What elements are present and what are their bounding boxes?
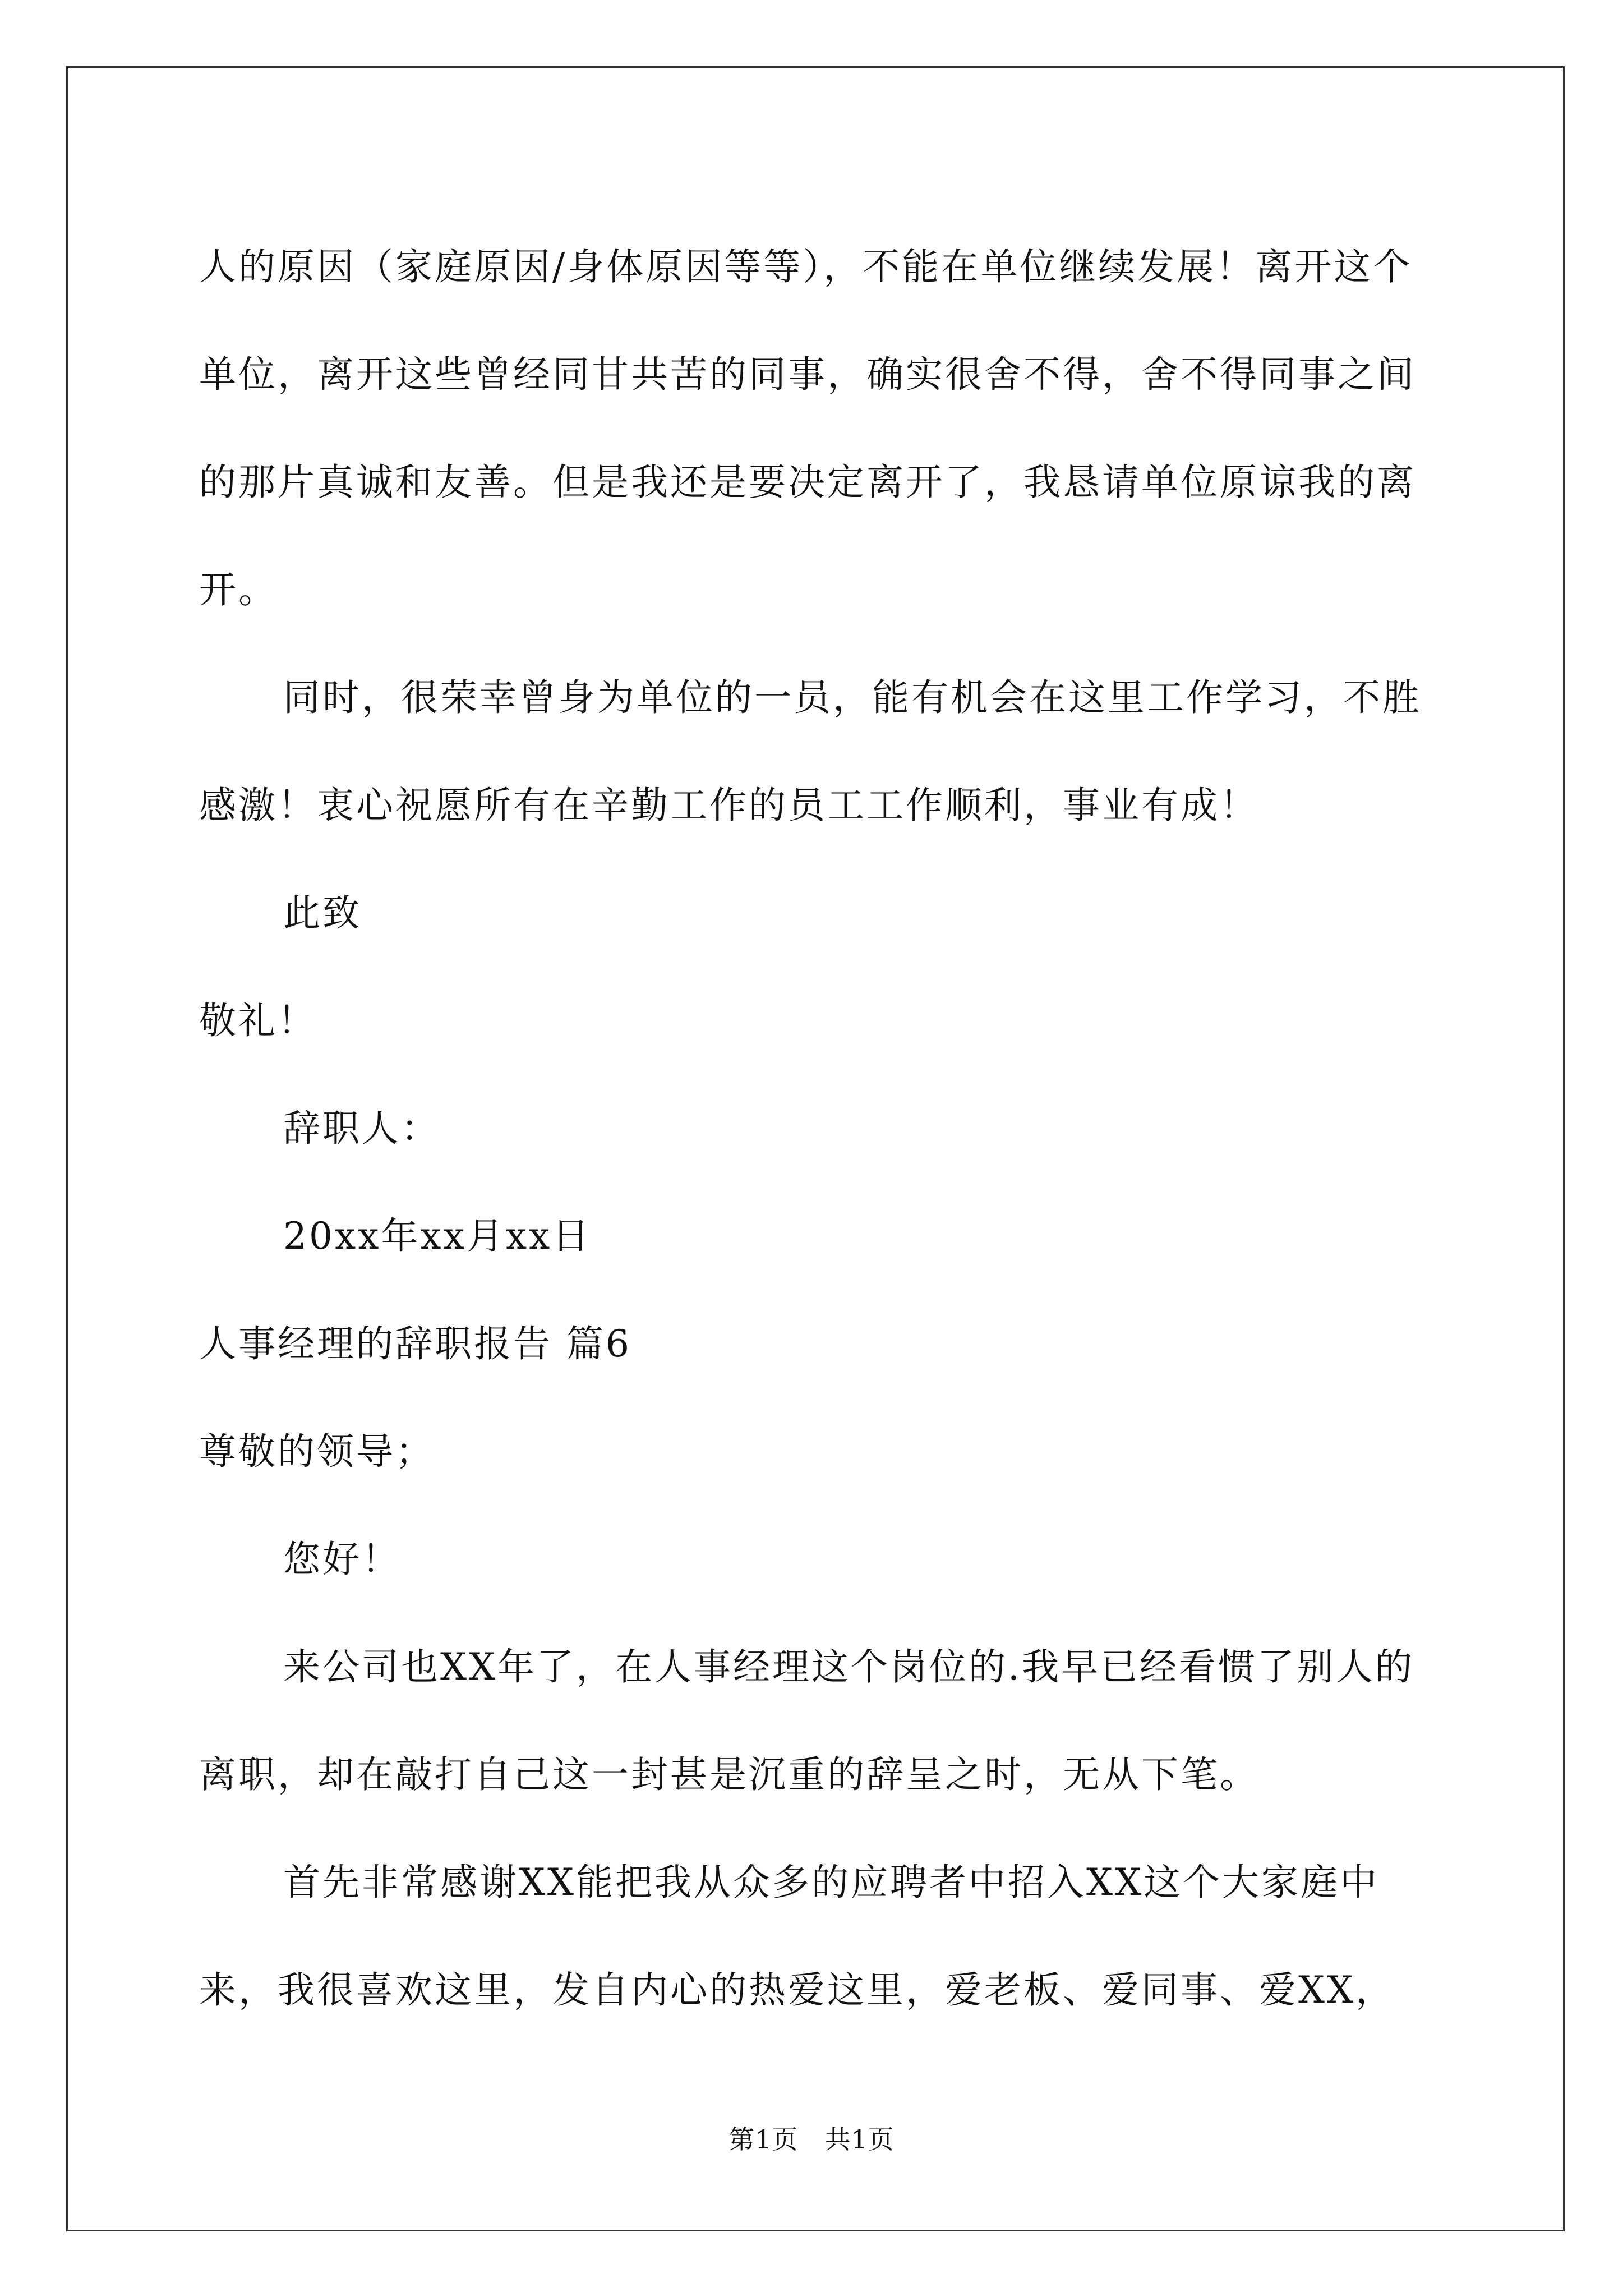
page-footer: 第1页 共1页 (728, 2124, 895, 2155)
section-heading: 人事经理的辞职报告 篇6 (199, 1322, 631, 1365)
paragraph-reason: 人的原因（家庭原因/身体原因等等），不能在单位继续发展！离开这个单位，离开这些曾经同甘共苦的同事，确实很舍不得，舍不得同事之间的那片真诚和友善。但是我还是要决定离开了，我恳请单位原谅我的离开。 (199, 245, 1416, 611)
closing-regards: 敬礼！ (199, 999, 317, 1042)
signature-label: 辞职人： (283, 1107, 440, 1150)
greeting-hello: 您好！ (283, 1538, 401, 1581)
date-line: 20xx年xx月xx日 (283, 1214, 592, 1258)
document-body (199, 213, 1427, 2044)
paragraph-intro: 来公司也XX年了，在人事经理这个岗位的.我早已经看惯了别人的离职，却在敲打自己这一封甚是沉重的辞呈之时，无从下笔。 (199, 1645, 1414, 1796)
greeting-recipient: 尊敬的领导； (199, 1430, 435, 1473)
closing-salutation: 此致 (283, 891, 362, 935)
paragraph-gratitude: 同时，很荣幸曾身为单位的一员，能有机会在这里工作学习，不胜感激！衷心祝愿所有在辛勤工作的员工工作顺利，事业有成！ (199, 676, 1422, 827)
paragraph-thanks: 首先非常感谢XX能把我从众多的应聘者中招入XX这个大家庭中来，我很喜欢这里，发自内心的热爱这里，爱老板、爱同事、爱XX， (199, 1861, 1395, 2012)
